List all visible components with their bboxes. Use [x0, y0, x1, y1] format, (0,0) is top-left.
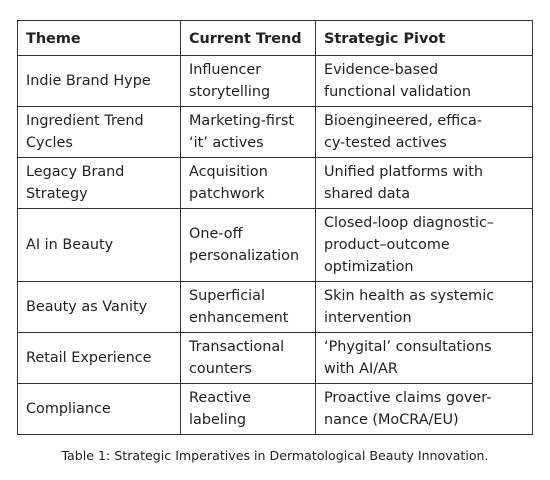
current-trend-text: Superficial enhancement: [189, 288, 289, 326]
theme-cell: [18, 107, 181, 158]
strategic-pivot-text: Bioengineered, effica- cy-tested actives: [324, 113, 483, 151]
current-trend-cell: [181, 384, 316, 435]
current-trend-cell: [181, 107, 316, 158]
strategic-pivot-text: Skin health as systemic intervention: [324, 288, 495, 326]
table-row: [18, 209, 533, 282]
strategic-pivot-text: Unified platforms with shared data: [324, 164, 484, 202]
current-trend-text: Acquisition patchwork: [189, 164, 268, 202]
header-theme: Theme: [18, 21, 181, 56]
current-trend-cell: [181, 158, 316, 209]
theme-cell: [18, 158, 181, 209]
table-header-row: [18, 21, 533, 56]
theme-text: Retail Experience: [26, 350, 152, 366]
table-row: [18, 56, 533, 107]
strategic-pivot-cell: [316, 209, 533, 282]
strategy-table-container: [17, 20, 532, 435]
theme-text: Compliance: [26, 401, 111, 417]
table-row: [18, 107, 533, 158]
strategic-pivot-cell: [316, 282, 533, 333]
current-trend-text: Reactive labeling: [189, 390, 251, 428]
current-trend-text: Influencer storytelling: [189, 62, 271, 100]
current-trend-cell: [181, 209, 316, 282]
theme-text: Legacy Brand Strategy: [26, 164, 125, 202]
theme-cell: [18, 282, 181, 333]
strategic-pivot-text: Proactive claims gover- nance (MoCRA/EU): [324, 390, 492, 428]
header-current-trend: Current Trend: [181, 21, 316, 56]
current-trend-text: Transactional counters: [189, 339, 285, 377]
current-trend-cell: [181, 56, 316, 107]
theme-text: AI in Beauty: [26, 237, 114, 253]
theme-cell: [18, 209, 181, 282]
header-strategic-pivot: Strategic Pivot: [316, 21, 533, 56]
theme-cell: [18, 56, 181, 107]
strategic-pivot-cell: [316, 158, 533, 209]
current-trend-cell: [181, 282, 316, 333]
table-row: [18, 333, 533, 384]
strategic-pivot-text: Closed-loop diagnostic– product–outcome optimization: [324, 215, 495, 275]
table-row: [18, 384, 533, 435]
strategic-pivot-text: ‘Phygital’ consultations with AI/AR: [324, 339, 492, 377]
strategy-table: [17, 20, 533, 435]
theme-text: Ingredient Trend Cycles: [26, 113, 144, 151]
theme-cell: [18, 333, 181, 384]
strategic-pivot-cell: [316, 333, 533, 384]
theme-text: Indie Brand Hype: [26, 73, 151, 89]
strategic-pivot-cell: [316, 107, 533, 158]
current-trend-text: Marketing-first ‘it’ actives: [189, 113, 295, 151]
table-row: [18, 282, 533, 333]
current-trend-text: One-off personalization: [189, 226, 300, 264]
theme-text: Beauty as Vanity: [26, 299, 148, 315]
table-row: [18, 158, 533, 209]
current-trend-cell: [181, 333, 316, 384]
strategic-pivot-cell: [316, 384, 533, 435]
strategic-pivot-cell: [316, 56, 533, 107]
table-caption: Table 1: Strategic Imperatives in Dermatological Beauty Innovation.: [61, 448, 489, 463]
strategic-pivot-text: Evidence-based functional validation: [324, 62, 472, 100]
theme-cell: [18, 384, 181, 435]
